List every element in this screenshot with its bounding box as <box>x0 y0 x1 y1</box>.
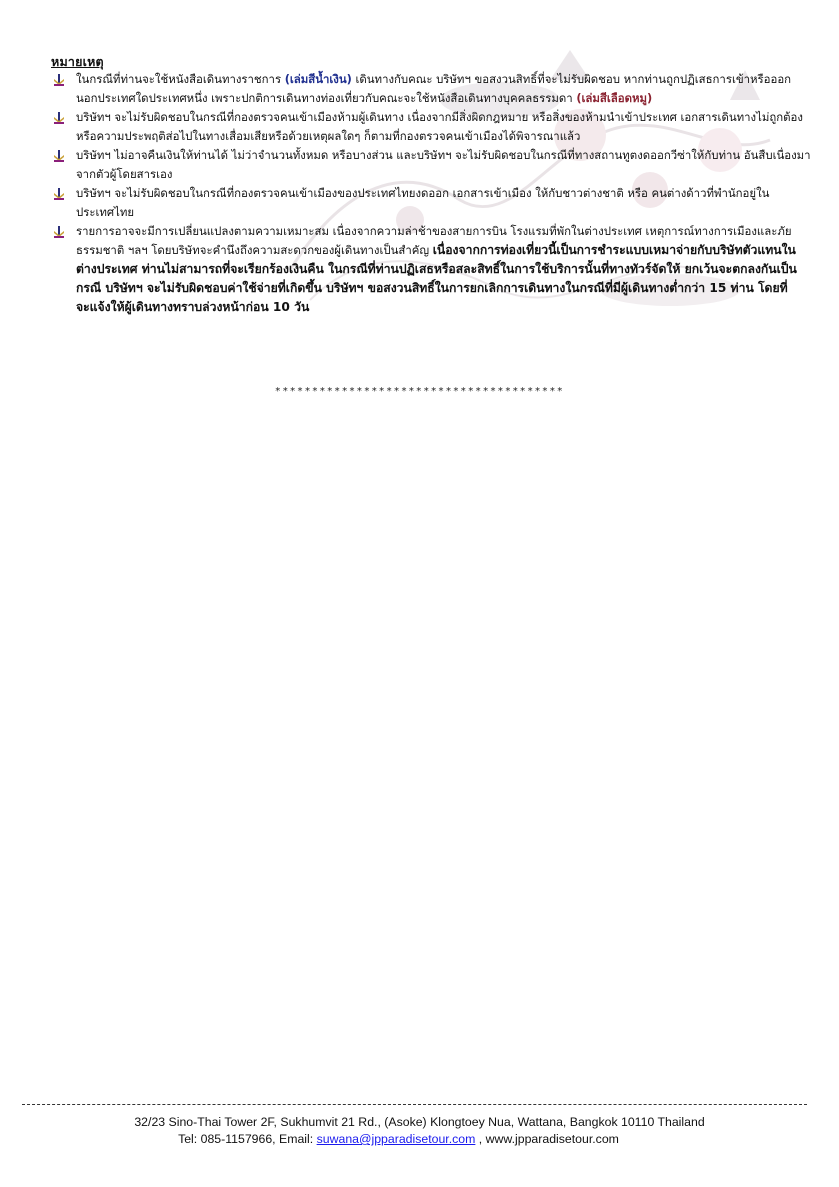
footer-tel-label: Tel: 085-1157966, Email: <box>178 1132 317 1146</box>
note-text: บริษัทฯ จะไม่รับผิดชอบในกรณีที่กองตรวจคนเข้าเมืองห้ามผู้เดินทาง เนื่องจากมีสิ่งผิดกฎหมาย หรือสิ่งของห้ามนำเข้าประเทศ เอกสารเดินทางไม่ถูกต้อง หรือความประพฤติส่อไปในทางเสื่อมเสียหรือด้วยเหตุผลใดๆ ก็ตามที่กองตรวจคนเข้าเมืองได้พิจารณาแล้ว <box>76 110 803 143</box>
bullet-icon <box>52 111 66 125</box>
note-text: บริษัทฯ จะไม่รับผิดชอบในกรณีที่กองตรวจคนเข้าเมืองของประเทศไทยงดออก เอกสารเข้าเมือง ให้กับชาวต่างชาติ หรือ คนต่างด้าวที่พำนักอยู่ในประเทศไทย <box>76 186 770 219</box>
footer-address: 32/23 Sino-Thai Tower 2F, Sukhumvit 21 Rd., (Asoke) Klongtoey Nua, Wattana, Bangkok 10110 Thailand <box>134 1115 705 1129</box>
note-item-foreigner-documents <box>51 184 811 222</box>
note-text: ในกรณีที่ท่านจะใช้หนังสือเดินทางราชการ <box>76 72 285 86</box>
notes-list <box>51 70 811 317</box>
footer-divider <box>22 1104 807 1105</box>
note-bold-text: เนื่องจากการท่องเที่ยวนี้เป็นการชำระแบบเหมาจ่ายกับบริษัทตัวแทนในต่างประเทศ ท่านไม่สามารถที่จะเรียกร้องเงินคืน ในกรณีที่ท่านปฏิเสธหรือสละสิทธิ์ในการใช้บริการนั้นที่ทางทัวร์จัดให้ ยกเว้นจะตกลงกันเป็นกรณี บริษัทฯ จะไม่รับผิดชอบค่าใช้จ่ายที่เกิดขึ้น บริษัทฯ ขอสงวนสิทธิ์ในการยกเลิกการเดินทางในกรณีที่มีผู้เดินทางต่ำกว่า 15 ท่าน โดยที่จะแจ้งให้ผู้เดินทางทราบล่วงหน้าก่อน 10 วัน <box>76 243 797 314</box>
notes-heading: หมายเหตุ <box>51 54 104 69</box>
bullet-icon <box>52 225 66 239</box>
red-passport-highlight: (เล่มสีเลือดหมู) <box>576 91 653 105</box>
separator-stars: *************************************** <box>274 386 565 397</box>
note-text: บริษัทฯ ไม่อาจคืนเงินให้ท่านได้ ไม่ว่าจำนวนทั้งหมด หรือบางส่วน และบริษัทฯ จะไม่รับผิดชอบในกรณีที่ทางสถานทูตงดออกวีซ่าให้กับท่าน อันสืบเนื่องมาจากตัวผู้โดยสารเอง <box>76 148 811 181</box>
note-item-no-refund <box>51 146 811 184</box>
blue-passport-highlight: (เล่มสีน้ำเงิน) <box>284 72 352 86</box>
bullet-icon <box>52 149 66 163</box>
footer-website: , www.jpparadisetour.com <box>475 1132 619 1146</box>
note-item-immigration-refusal <box>51 108 811 146</box>
bullet-icon <box>52 73 66 87</box>
email-link[interactable]: suwana@jpparadisetour.com <box>316 1132 476 1146</box>
bullet-icon <box>52 187 66 201</box>
footer-contact <box>0 1131 797 1147</box>
note-item-itinerary-changes <box>51 222 811 317</box>
note-item-official-passport <box>51 70 811 108</box>
note-text: รายการอาจจะมีการเปลี่ยนแปลงตามความเหมาะสม เนื่องจากความล่าช้าของสายการบิน โรงแรมที่พักในต่างประเทศ เหตุการณ์ทางการเมืองและภัยธรรมชาติ ฯลฯ โดยบริษัทจะคำนึงถึงความสะดวกของผู้เดินทางเป็นสำคัญ <box>76 224 792 257</box>
note-text-cont: เดินทางกับคณะ บริษัทฯ ขอสงวนสิทธิ์ที่จะไม่รับผิดชอบ หากท่านถูกปฏิเสธการเข้าหรือออกนอกประเทศใดประเทศหนึ่ง เพราะปกติการเดินทางท่องเที่ยวกับคณะจะใช้หนังสือเดินทางบุคคลธรรมดา <box>76 72 792 105</box>
